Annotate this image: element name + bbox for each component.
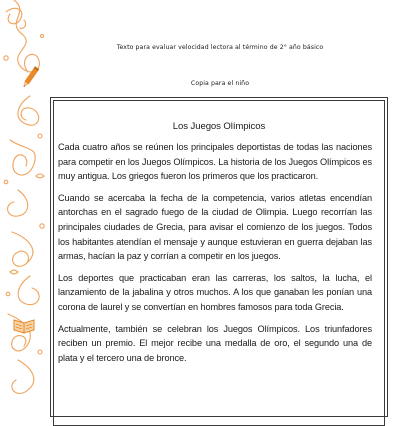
copy-label: Copia para el niño: [190, 80, 250, 87]
article-body: [58, 140, 372, 372]
paragraph: Cuando se acercaba la fecha de la competencia, varios atletas encendían antorchas en el sagrado fuego de la ciudad de Olimpia. Luego recorrían las principales ciudades de Grecia, para avisar el comienzo de los juegos. Todos los habitantes atendían el mensaje y aunque estuvieran en guerra dejaban las armas, hacían la paz y corrían a competir en los juegos.: [58, 192, 372, 262]
document-subtitle: Texto para evaluar velocidad lectora al término de 2° año básico: [116, 44, 324, 51]
book-icon: [14, 320, 34, 333]
text-frame: [50, 97, 388, 417]
article-title: Los Juegos Olímpicos: [172, 121, 266, 132]
paragraph: Actualmente, también se celebran los Juegos Olímpicos. Los triunfadores reciben un premio. El mejor recibe una medalla de oro, el segundo una de plata y el tercero una de bronce.: [58, 323, 372, 363]
paragraph: Cada cuatro años se reúnen los principales deportistas de todas las naciones para competir en los Juegos Olímpicos. La historia de los Juegos Olímpicos es muy antigua. Los griegos fueron los primeros que los practicaron.: [58, 142, 372, 182]
paragraph: Los deportes que practicaban eran las carreras, los saltos, la lucha, el lanzamiento de la jabalina y otros muchos. A los que ganaban les ponían una corona de laurel y se convertían en hombres famosos para toda Grecia.: [58, 272, 372, 312]
